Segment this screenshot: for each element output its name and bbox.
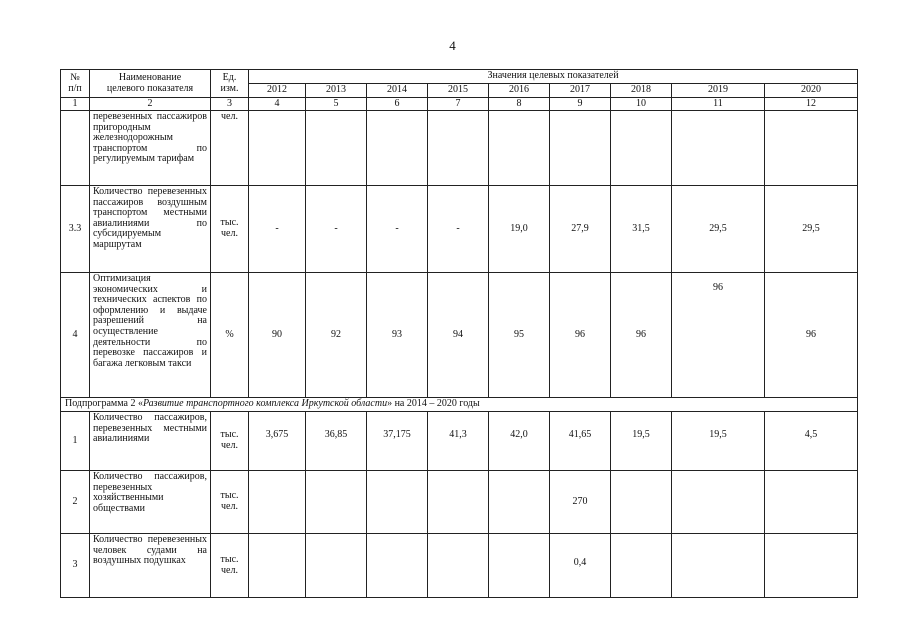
- row-value: 96: [550, 273, 611, 398]
- row-value: [611, 111, 672, 186]
- row-value: [428, 534, 489, 598]
- row-value: [367, 111, 428, 186]
- row-value: 19,5: [611, 412, 672, 471]
- row-value: 93: [367, 273, 428, 398]
- header-year: 2020: [765, 84, 858, 98]
- row-value: 37,175: [367, 412, 428, 471]
- row-value: 95: [489, 273, 550, 398]
- row-unit: чел.: [211, 111, 249, 186]
- column-number: 4: [249, 98, 306, 111]
- header-year: 2018: [611, 84, 672, 98]
- column-number: 5: [306, 98, 367, 111]
- row-value: [765, 111, 858, 186]
- row-name: Оптимизация экономических и технических аспектов по оформлению и выдаче разрешений на осуществление деятельности по перевозке пассажиров и багажа легковым такси: [90, 273, 211, 398]
- header-values-group: Значения целевых показателей: [249, 70, 858, 84]
- row-value: [489, 471, 550, 534]
- row-value: 41,3: [428, 412, 489, 471]
- row-unit: %: [211, 273, 249, 398]
- row-num: 4: [61, 273, 90, 398]
- row-value: [249, 471, 306, 534]
- row-value: -: [367, 186, 428, 273]
- page-number: 4: [449, 38, 456, 53]
- row-value: [367, 471, 428, 534]
- row-value: 4,5: [765, 412, 858, 471]
- row-value: -: [306, 186, 367, 273]
- column-number: 12: [765, 98, 858, 111]
- row-name: Количество перевезенных пассажиров воздушным транспортом местными авиалиниями по субсидируемым маршрутам: [90, 186, 211, 273]
- row-value: 36,85: [306, 412, 367, 471]
- table-row: [61, 111, 858, 186]
- row-unit: тыс. чел.: [211, 186, 249, 273]
- row-value: 29,5: [672, 186, 765, 273]
- row-value: [306, 534, 367, 598]
- row-value: [428, 111, 489, 186]
- row-num: 3.3: [61, 186, 90, 273]
- column-number: 6: [367, 98, 428, 111]
- row-name: Количество пассажиров, перевезенных местными авиалиниями: [90, 412, 211, 471]
- header-unit: Ед. изм.: [211, 70, 249, 98]
- row-value: 19,5: [672, 412, 765, 471]
- subprogram-row: [61, 398, 858, 412]
- header-year: 2015: [428, 84, 489, 98]
- column-number: 9: [550, 98, 611, 111]
- table-row: [61, 412, 858, 471]
- row-value: [672, 471, 765, 534]
- row-value: 3,675: [249, 412, 306, 471]
- column-number: 2: [90, 98, 211, 111]
- column-number: 8: [489, 98, 550, 111]
- column-number: 1: [61, 98, 90, 111]
- row-unit: тыс. чел.: [211, 471, 249, 534]
- header-year: 2019: [672, 84, 765, 98]
- column-number: 7: [428, 98, 489, 111]
- row-name: Количество перевезенных человек судами на воздушных подушках: [90, 534, 211, 598]
- table-row: [61, 186, 858, 273]
- subprogram-prefix: Подпрограмма 2 «: [65, 398, 143, 410]
- header-year: 2012: [249, 84, 306, 98]
- row-value: 96: [765, 273, 858, 398]
- column-number: 11: [672, 98, 765, 111]
- row-num: 3: [61, 534, 90, 598]
- row-value: [672, 534, 765, 598]
- row-value: 42,0: [489, 412, 550, 471]
- row-name: Количество пассажиров, перевезенных хозяйственными обществами: [90, 471, 211, 534]
- header-year: 2013: [306, 84, 367, 98]
- table-row: [61, 471, 858, 534]
- row-value: [611, 534, 672, 598]
- row-unit: тыс. чел.: [211, 534, 249, 598]
- row-value: [550, 111, 611, 186]
- header-year: 2017: [550, 84, 611, 98]
- target-indicators-table: [60, 69, 858, 598]
- row-value: 41,65: [550, 412, 611, 471]
- row-num: [61, 111, 90, 186]
- column-number: 10: [611, 98, 672, 111]
- header-year: 2014: [367, 84, 428, 98]
- column-number: 3: [211, 98, 249, 111]
- row-value: [367, 534, 428, 598]
- row-value: 96: [611, 273, 672, 398]
- row-value: [306, 111, 367, 186]
- row-name: перевезенных пассажиров пригородным железнодорожным транспортом по регулируемым тарифам: [90, 111, 211, 186]
- subprogram-heading: [61, 398, 858, 412]
- row-value: [249, 111, 306, 186]
- row-value: 19,0: [489, 186, 550, 273]
- subprogram-title: Развитие транспортного комплекса Иркутской области: [142, 398, 388, 410]
- row-value: [765, 471, 858, 534]
- row-value: [765, 534, 858, 598]
- row-value: 96: [672, 273, 765, 398]
- row-unit: тыс. чел.: [211, 412, 249, 471]
- row-value: 92: [306, 273, 367, 398]
- subprogram-suffix: » на 2014 – 2020 годы: [387, 398, 480, 410]
- header-year: 2016: [489, 84, 550, 98]
- row-value: 27,9: [550, 186, 611, 273]
- row-value: [611, 471, 672, 534]
- row-value: [428, 471, 489, 534]
- row-num: 2: [61, 471, 90, 534]
- row-value: 94: [428, 273, 489, 398]
- row-value: [489, 111, 550, 186]
- row-num: 1: [61, 412, 90, 471]
- table-row: [61, 534, 858, 598]
- row-value: 0,4: [550, 534, 611, 598]
- row-value: -: [249, 186, 306, 273]
- row-value: [249, 534, 306, 598]
- row-value: 29,5: [765, 186, 858, 273]
- header-name: Наименование целевого показателя: [90, 70, 211, 98]
- row-value: [672, 111, 765, 186]
- row-value: 90: [249, 273, 306, 398]
- row-value: [306, 471, 367, 534]
- row-value: 31,5: [611, 186, 672, 273]
- row-value: [489, 534, 550, 598]
- table-row: [61, 273, 858, 398]
- row-value: -: [428, 186, 489, 273]
- row-value: 270: [550, 471, 611, 534]
- header-num: № п/п: [61, 70, 90, 98]
